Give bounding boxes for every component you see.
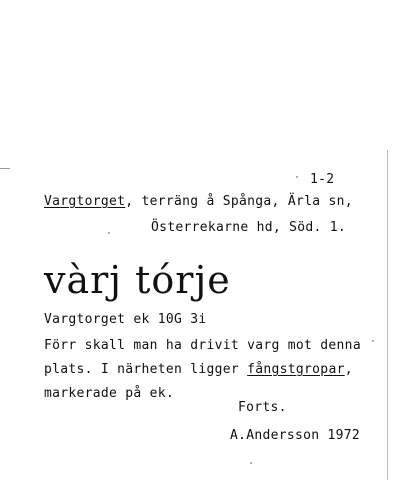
- header-line: [44, 194, 353, 209]
- author-signature: A.Andersson 1972: [230, 428, 361, 443]
- text-line-3: markerade på ek.: [44, 386, 175, 401]
- speck: [372, 340, 374, 342]
- text-line-1: Förr skall man ha drivit varg mot denna: [44, 338, 361, 353]
- text-line-2-end: ,: [344, 362, 353, 377]
- card-edge-line: [387, 150, 388, 480]
- card-edge-mark: [0, 168, 10, 169]
- card-number: 1-2: [310, 172, 335, 187]
- speck: [108, 232, 110, 234]
- fangstgropar-term: fångstgropar: [247, 362, 345, 377]
- speck: [250, 462, 252, 464]
- map-reference: Vargtorget ek 10G 3i: [44, 312, 207, 327]
- phonetic-transcription: vàrj tórje: [44, 258, 231, 302]
- text-line-2: [44, 362, 353, 377]
- speck: [296, 176, 298, 178]
- location-line-1: , terräng å Spånga, Ärla sn,: [125, 194, 353, 209]
- location-line-2: Österrekarne hd, Söd. 1.: [151, 220, 347, 235]
- text-line-2-start: plats. I närheten ligger: [44, 362, 248, 377]
- headword: Vargtorget: [44, 194, 126, 209]
- continuation-note: Forts.: [238, 400, 287, 415]
